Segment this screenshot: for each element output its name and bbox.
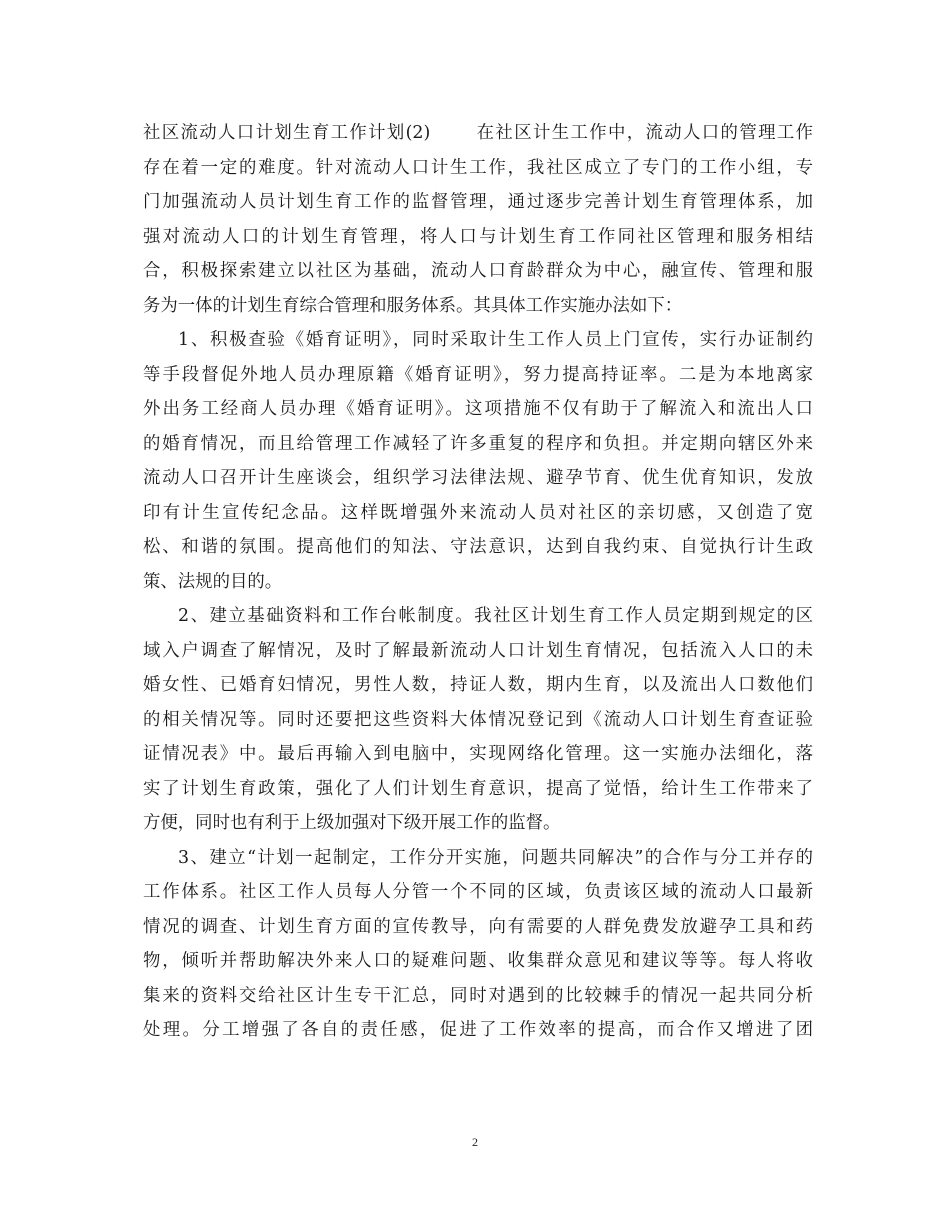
text-line: 门加强流动人员计划生育工作的监督管理，通过逐步完善计划生育管理体系，加	[143, 192, 813, 212]
text-line: 3、建立“计划一起制定，工作分开实施，问题共同解决”的合作与分工并存的	[178, 847, 813, 868]
text-line: 强对流动人口的计划生育管理，将人口与计划生育工作同社区管理和服务相结	[143, 226, 813, 247]
text-line: 实了计划生育政策，强化了人们计划生育意识，提高了觉悟，给计生工作带来了	[143, 778, 813, 799]
text-line: 1、积极查验《婚育证明》，同时采取计生工作人员上门宣传，实行办证制约	[178, 330, 813, 350]
text-line: 物，倾听并帮助解决外来人口的疑难问题、收集群众意见和建议等等。每人将收	[143, 951, 813, 971]
text-line: 集来的资料交给社区计生专干汇总，同时对遇到的比较棘手的情况一起共同分析	[143, 985, 813, 1006]
text-line: 存在着一定的难度。针对流动人口计生工作，我社区成立了专门的工作小组，专	[143, 157, 813, 178]
text-line: 方便，同时也有利于上级加强对下级开展工作的监督。	[143, 813, 561, 833]
text-line: 2、建立基础资料和工作台帐制度。我社区计划生育工作人员定期到规定的区	[178, 606, 813, 626]
text-line: 务为一体的计划生育综合管理和服务体系。其具体工作实施办法如下：	[143, 295, 683, 316]
text-line: 合，积极探索建立以社区为基础，流动人口育龄群众为中心，融宣传、管理和服	[143, 261, 813, 281]
text-line: 的相关情况等。同时还要把这些资料大体情况登记到《流动人口计划生育查证验	[143, 709, 813, 730]
document-body	[143, 116, 813, 1048]
text-line: 印有计生宣传纪念品。这样既增强外来流动人员对社区的亲切感，又创造了宽	[143, 502, 813, 523]
page-number: 2	[472, 1135, 478, 1149]
text-line: 的婚育情况，而且给管理工作减轻了许多重复的程序和负担。并定期向辖区外来	[143, 433, 813, 454]
text-line: 外出务工经商人员办理《婚育证明》。这项措施不仅有助于了解流入和流出人口	[143, 399, 813, 419]
text-line: 工作体系。社区工作人员每人分管一个不同的区域，负责该区域的流动人口最新	[143, 882, 813, 902]
text-line	[143, 116, 813, 151]
document-title: 社区流动人口计划生育工作计划(2)	[143, 123, 431, 143]
paragraph-1-line-1: 在社区计生工作中，流动人口的管理工作	[475, 123, 813, 143]
text-line: 婚女性、已婚育妇情况，男性人数，持证人数，期内生育，以及流出人口数他们	[143, 675, 813, 695]
text-line: 情况的调查、计划生育方面的宣传教导，向有需要的人群免费发放避孕工具和药	[143, 916, 813, 937]
text-line: 证情况表》中。最后再输入到电脑中，实现网络化管理。这一实施办法细化，落	[143, 744, 813, 764]
text-line: 域入户调查了解情况，及时了解最新流动人口计划生育情况，包括流入人口的未	[143, 640, 813, 661]
text-line: 处理。分工增强了各自的责任感，促进了工作效率的提高，而合作又增进了团	[143, 1020, 813, 1040]
text-line: 策、法规的目的。	[143, 571, 283, 592]
text-line: 等手段督促外地人员办理原籍《婚育证明》，努力提高持证率。二是为本地离家	[143, 364, 813, 385]
text-line: 松、和谐的氛围。提高他们的知法、守法意识，达到自我约束、自觉执行计生政	[143, 537, 813, 557]
text-line: 流动人口召开计生座谈会，组织学习法律法规、避孕节育、优生优育知识，发放	[143, 468, 813, 488]
